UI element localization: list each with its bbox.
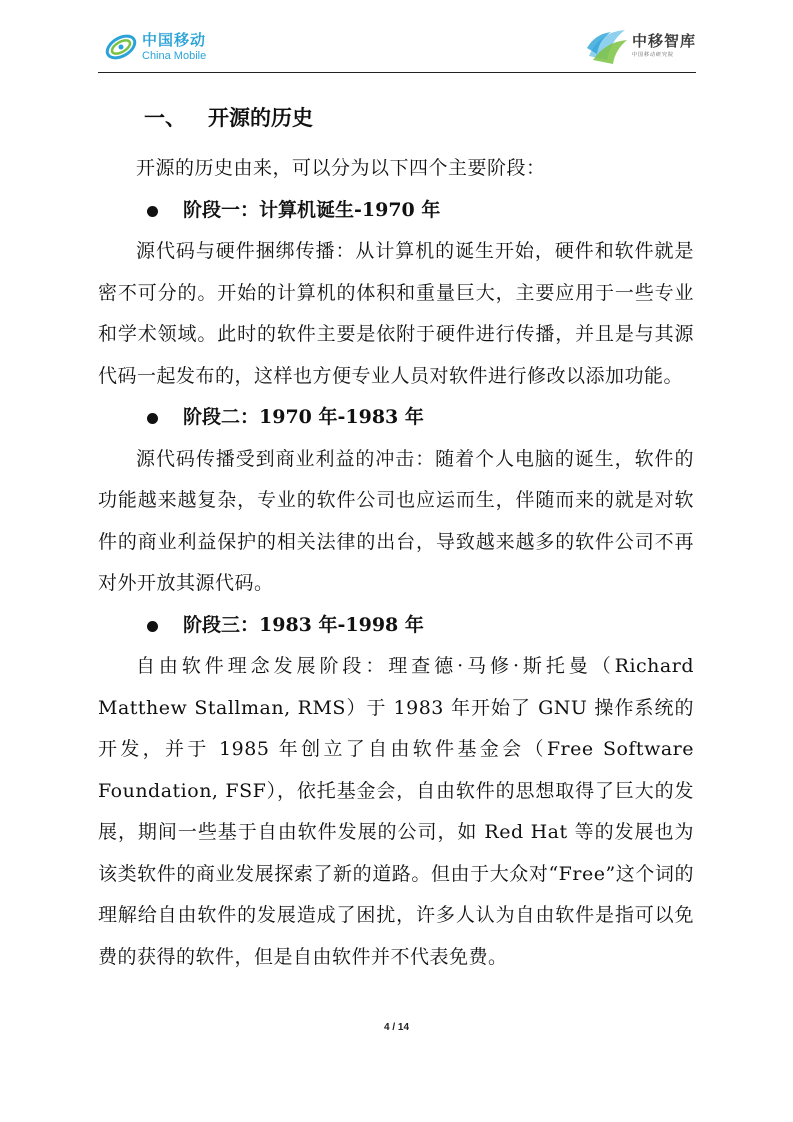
bullet-icon [147,206,158,217]
section-heading [98,96,694,140]
think-tank-cn: 中移智库 [631,32,696,50]
stage-heading-2 [98,397,694,439]
china-mobile-en: China Mobile [142,49,207,62]
intro-paragraph: 开源的历史由来，可以分为以下四个主要阶段： [136,157,546,179]
china-mobile-logo [104,30,206,64]
stage-heading-3 [98,605,694,647]
think-tank-logo-icon [585,26,629,66]
cmri-think-tank-logo [585,26,696,66]
document-body [98,96,694,978]
china-mobile-cn: 中国移动 [142,30,207,49]
section-title: 开源的历史 [208,106,313,130]
stage-paragraph-2: 源代码传播受到商业利益的冲击：随着个人电脑的诞生，软件的功能越来越复杂，专业的软件公司也应运而生，伴随而来的就是对软件的商业利益保护的相关法律的出台，导致越来越多的软件公司不再对外开放其源代码。 [98,447,694,594]
page-number: 4 / 14 [383,1022,410,1033]
bullet-icon [147,621,158,632]
stage-heading-text: 阶段二：1970 年-1983 年 [183,406,424,428]
section-number: 一、 [144,106,186,130]
page-header [98,24,696,73]
think-tank-sub: 中国移动研究院 [631,52,674,58]
stage-paragraph-1: 源代码与硬件捆绑传播：从计算机的诞生开始，硬件和软件就是密不可分的。开始的计算机的体积和重量巨大，主要应用于一些专业和学术领域。此时的软件主要是依附于硬件进行传播，并且是与其源代码一起发布的，这样也方便专业人员对软件进行修改以添加功能。 [98,240,694,387]
bullet-icon [147,413,158,424]
stage-paragraph-3: 自由软件理念发展阶段：理查德·马修·斯托曼（Richard Matthew Stallman, RMS）于 1983 年开始了 GNU 操作系统的开发，并于 1985 年创立了自由软件基金会（Free Software Foundation, FSF），依托基金会，自由软件的思想取得了巨大的发展，期间一些基于自由软件发展的公司，如 Red Hat 等的发展也为该类软件的商业发展探索了新的道路。但由于大众对“Free”这个词的理解给自由软件的发展造成了困扰，许多人认为自由软件是指可以免费的获得的软件，但是自由软件并不代表免费。 [98,655,694,968]
stage-heading-1 [98,190,694,232]
china-mobile-logo-icon [104,30,138,64]
stage-heading-text: 阶段三：1983 年-1998 年 [183,613,424,636]
stage-heading-text: 阶段一：计算机诞生-1970 年 [183,198,441,221]
